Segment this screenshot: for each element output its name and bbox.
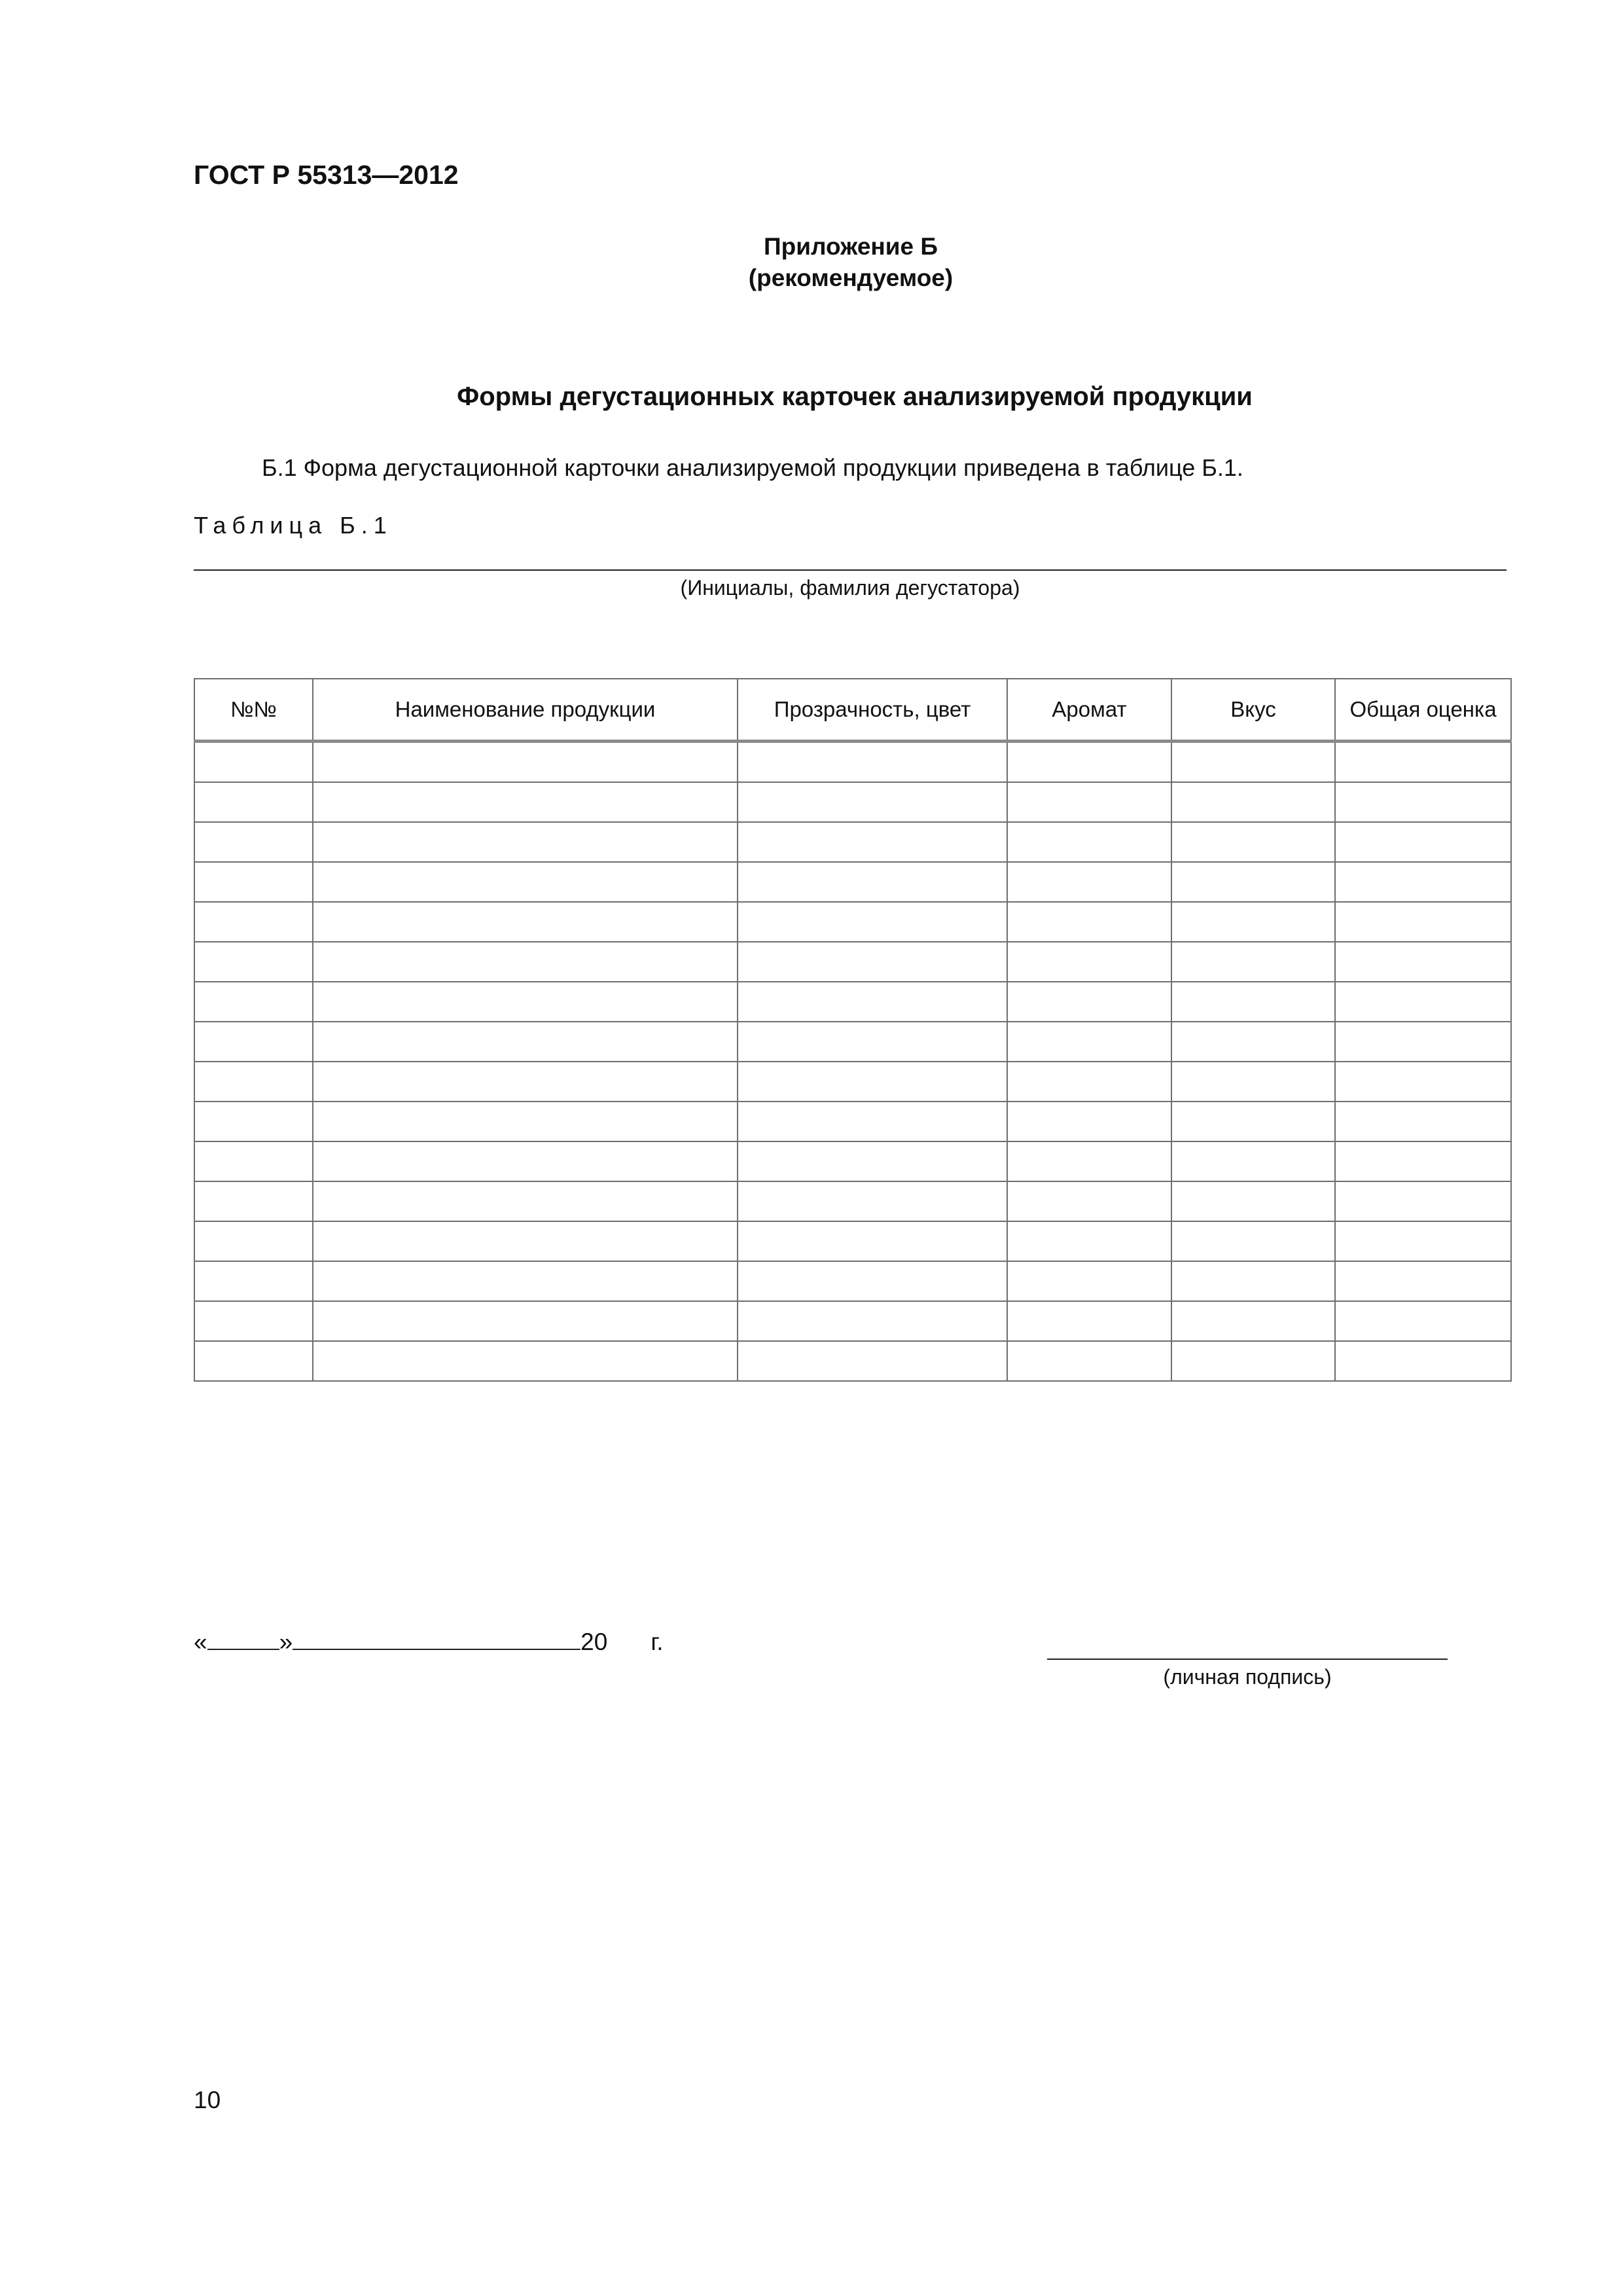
table-cell [1171, 1261, 1335, 1301]
column-header-product-name: Наименование продукции [313, 679, 738, 742]
taster-name-line [194, 569, 1507, 571]
table-cell [1335, 902, 1511, 942]
table-cell [738, 1341, 1007, 1381]
table-cell [738, 782, 1007, 822]
table-cell [313, 782, 738, 822]
table-cell [1007, 982, 1171, 1022]
column-header-taste: Вкус [1171, 679, 1335, 742]
page-number: 10 [194, 2087, 221, 2113]
table-cell [1007, 1102, 1171, 1141]
table-cell [194, 782, 313, 822]
table-cell [738, 1141, 1007, 1181]
column-header-clarity-color: Прозрачность, цвет [738, 679, 1007, 742]
table-cell [313, 862, 738, 902]
table-row [194, 782, 1511, 822]
table-cell [738, 1062, 1007, 1102]
table-cell [194, 1261, 313, 1301]
table-cell [1335, 1221, 1511, 1261]
table-cell [313, 942, 738, 982]
table-cell [1335, 1181, 1511, 1221]
table-cell [194, 902, 313, 942]
appendix-heading [654, 231, 1047, 294]
table-row [194, 1062, 1511, 1102]
table-cell [738, 1301, 1007, 1341]
table-cell [313, 1102, 738, 1141]
table-cell [1335, 782, 1511, 822]
table-cell [194, 742, 313, 783]
table-cell [1171, 1341, 1335, 1381]
table-cell [1335, 742, 1511, 783]
table-cell [313, 982, 738, 1022]
table-row [194, 862, 1511, 902]
table-row [194, 902, 1511, 942]
section-title: Формы дегустационных карточек анализируемой продукции [457, 382, 1253, 411]
table-row [194, 942, 1511, 982]
table-cell [1171, 1181, 1335, 1221]
table-cell [738, 1022, 1007, 1062]
table-cell [1335, 1022, 1511, 1062]
table-cell [738, 902, 1007, 942]
table-row [194, 1341, 1511, 1381]
table-cell [1335, 1301, 1511, 1341]
table-cell [1171, 1141, 1335, 1181]
table-row [194, 1221, 1511, 1261]
table-cell [1007, 862, 1171, 902]
table-cell [1335, 982, 1511, 1022]
table-cell [194, 1141, 313, 1181]
table-cell [738, 1181, 1007, 1221]
document-id: ГОСТ Р 55313—2012 [194, 160, 459, 190]
table-row [194, 1102, 1511, 1141]
table-cell [1335, 1341, 1511, 1381]
column-header-overall-score: Общая оценка [1335, 679, 1511, 742]
appendix-title: Приложение Б [764, 233, 938, 260]
quote-close: » [279, 1628, 293, 1655]
table-cell [1007, 1301, 1171, 1341]
table-cell [1007, 942, 1171, 982]
table-cell [313, 742, 738, 783]
month-blank [293, 1629, 580, 1650]
table-cell [738, 742, 1007, 783]
table-cell [1171, 782, 1335, 822]
table-cell [1335, 1141, 1511, 1181]
table-cell [1007, 1261, 1171, 1301]
table-cell [738, 1261, 1007, 1301]
table-cell [1171, 942, 1335, 982]
table-cell [1171, 822, 1335, 862]
table-row [194, 1141, 1511, 1181]
table-cell [313, 902, 738, 942]
table-cell [738, 982, 1007, 1022]
quote-open: « [194, 1628, 207, 1655]
table-cell [1335, 1062, 1511, 1102]
table-cell [1007, 742, 1171, 783]
table-cell [1007, 1341, 1171, 1381]
table-row [194, 982, 1511, 1022]
table-row [194, 1261, 1511, 1301]
table-label: Таблица Б.1 [194, 512, 393, 539]
paragraph-b1: Б.1 Форма дегустационной карточки анализируемой продукции приведена в таблице Б.1. [262, 454, 1243, 481]
table-cell [1171, 902, 1335, 942]
table-cell [1007, 782, 1171, 822]
table-cell [194, 822, 313, 862]
table-cell [1335, 1261, 1511, 1301]
column-header-number: №№ [194, 679, 313, 742]
table-cell [194, 1341, 313, 1381]
table-cell [738, 862, 1007, 902]
table-cell [313, 822, 738, 862]
table-cell [1171, 862, 1335, 902]
table-cell [738, 1221, 1007, 1261]
date-field [194, 1628, 664, 1656]
table-cell [313, 1301, 738, 1341]
table-cell [1335, 862, 1511, 902]
signature-caption: (личная подпись) [1163, 1665, 1332, 1689]
table-cell [194, 1221, 313, 1261]
table-cell [1335, 822, 1511, 862]
table-cell [1007, 1221, 1171, 1261]
table-cell [194, 1102, 313, 1141]
table-cell [1171, 1221, 1335, 1261]
table-cell [1335, 1102, 1511, 1141]
table-row [194, 1022, 1511, 1062]
table-cell [738, 942, 1007, 982]
table-cell [1171, 1022, 1335, 1062]
table-cell [1171, 1102, 1335, 1141]
table-cell [313, 1261, 738, 1301]
table-cell [313, 1141, 738, 1181]
table-cell [194, 1301, 313, 1341]
table-body [194, 742, 1511, 1382]
table-cell [313, 1022, 738, 1062]
table-cell [313, 1221, 738, 1261]
table-cell [1171, 982, 1335, 1022]
table-row [194, 1181, 1511, 1221]
table-cell [738, 1102, 1007, 1141]
tasting-card-table [194, 678, 1512, 1382]
table-cell [194, 862, 313, 902]
year-suffix: г. [651, 1628, 664, 1655]
year-prefix: 20 [580, 1628, 608, 1655]
taster-name-caption: (Инициалы, фамилия дегустатора) [680, 576, 1020, 600]
table-cell [1171, 1301, 1335, 1341]
table-cell [313, 1341, 738, 1381]
table-cell [194, 942, 313, 982]
table-cell [313, 1062, 738, 1102]
day-blank [207, 1629, 279, 1650]
table-row [194, 822, 1511, 862]
table-cell [738, 822, 1007, 862]
table-cell [1007, 1181, 1171, 1221]
table-cell [194, 1062, 313, 1102]
table-row [194, 742, 1511, 783]
table-cell [1007, 902, 1171, 942]
table-cell [194, 982, 313, 1022]
table-cell [313, 1181, 738, 1221]
table-cell [194, 1181, 313, 1221]
table-cell [1007, 1141, 1171, 1181]
table-cell [1007, 1022, 1171, 1062]
table-cell [1171, 1062, 1335, 1102]
signature-line [1047, 1659, 1448, 1660]
table-cell [1171, 742, 1335, 783]
table-row [194, 1301, 1511, 1341]
table-cell [1335, 942, 1511, 982]
appendix-status: (рекомендуемое) [748, 264, 954, 291]
table-cell [194, 1022, 313, 1062]
table-cell [1007, 822, 1171, 862]
column-header-aroma: Аромат [1007, 679, 1171, 742]
table-cell [1007, 1062, 1171, 1102]
table-header-row [194, 679, 1511, 742]
